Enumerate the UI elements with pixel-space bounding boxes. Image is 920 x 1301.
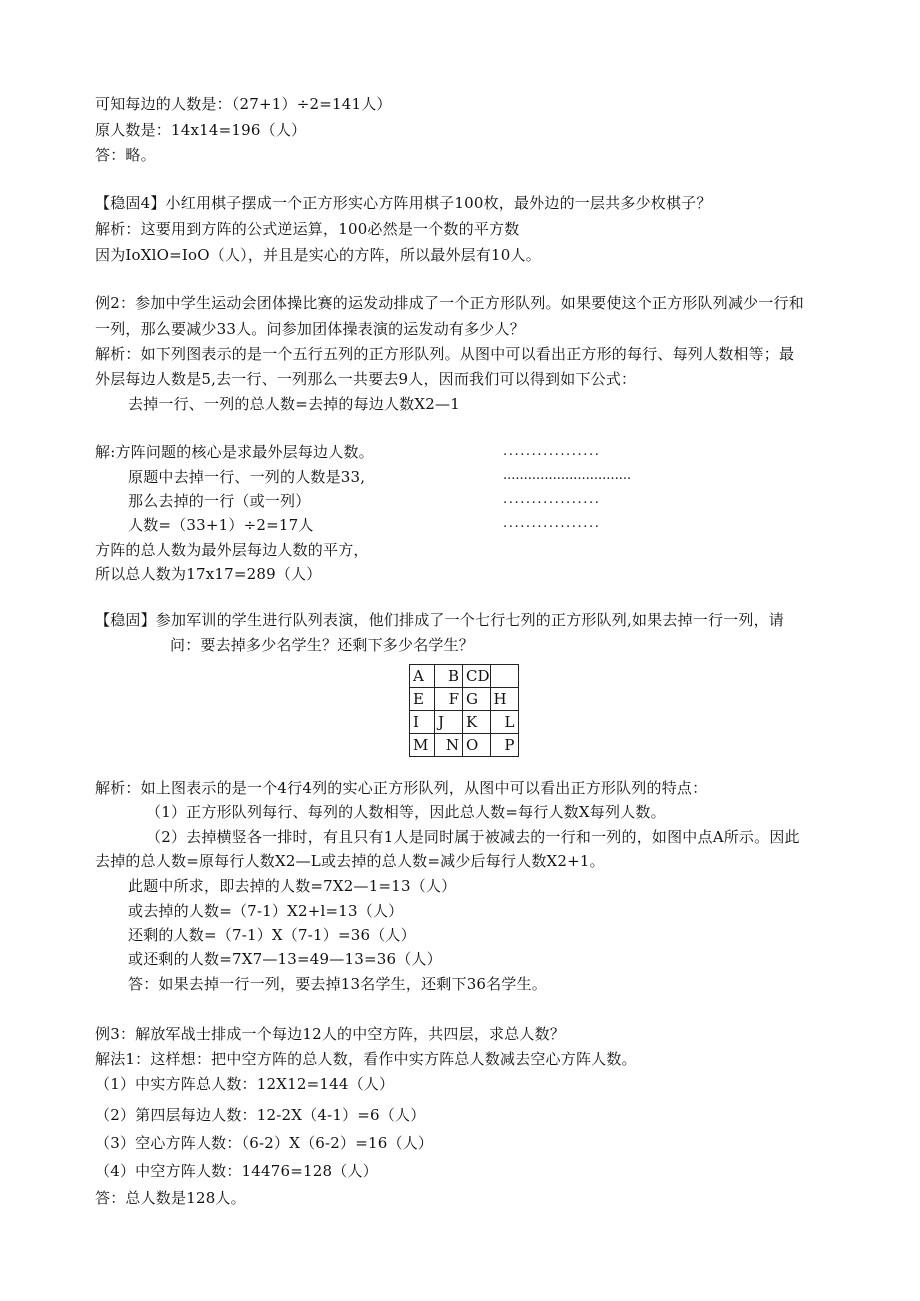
dot-row: ................. — [503, 492, 601, 507]
text-line: （2）去掉横竖各一排时，有且只有1人是同时属于被减去的一行和一列的，如图中点A所示。因此 — [146, 828, 800, 846]
grid-cell: J — [435, 711, 463, 734]
text-line: 解析：如上图表示的是一个4行4列的实心正方形队列，从图中可以看出正方形队列的特点： — [95, 779, 708, 797]
dot-row: ................. — [503, 444, 601, 459]
text-line: 或还剩的人数=7X7—13=49—13=36（人） — [128, 950, 442, 968]
text-line: 解析：如下列图表示的是一个五行五列的正方形队列。从图中可以看出正方形的每行、每列人数相等；最 — [95, 345, 795, 363]
text-line: 一列，那么要减少33人。问参加团体操表演的运发动有多少人？ — [95, 320, 525, 338]
grid-cell: A — [410, 665, 435, 688]
text-line: 答：总人数是128人。 — [95, 1189, 246, 1207]
text-line: 所以总人数为17x17=289（人） — [95, 565, 322, 583]
text-line: （1）中实方阵总人数：12X12=144（人） — [95, 1075, 395, 1093]
grid-row — [410, 711, 519, 734]
text-line: 因为IoXlO=IoO（人），并且是实心的方阵，所以最外层有10人。 — [95, 246, 541, 264]
dot-row: ................. — [503, 516, 601, 531]
grid-cell: H — [490, 688, 518, 711]
grid-cell — [490, 665, 518, 688]
grid-cell: M — [410, 734, 435, 757]
text-line: 解法1：这样想：把中空方阵的总人数，看作中实方阵总人数减去空心方阵人数。 — [95, 1050, 637, 1068]
text-line: 答：略。 — [95, 146, 156, 164]
text-line: （2）第四层每边人数：12-2X（4-1）=6（人） — [95, 1106, 426, 1124]
text-line: 例2：参加中学生运动会团体操比赛的运发动排成了一个正方形队列。如果要使这个正方形队列减少一行和 — [95, 294, 804, 312]
text-line: 外层每边人数是5,去一行、一列那么一共要去9人，因而我们可以得到如下公式： — [95, 370, 637, 388]
grid-cell: G — [463, 688, 491, 711]
grid-cell: B — [435, 665, 463, 688]
text-line: （3）空心方阵人数：（6-2）X（6-2）=16（人） — [95, 1134, 434, 1152]
grid-cell: N — [435, 734, 463, 757]
grid-row — [410, 665, 519, 688]
text-line: 或去掉的人数=（7-1）X2+l=13（人） — [128, 902, 404, 920]
text-line: 解:方阵问题的核心是求最外层每边人数。 — [95, 443, 374, 461]
text-line: 原人数是：14x14=196（人） — [95, 121, 307, 139]
grid-cell: F — [435, 688, 463, 711]
text-line: 那么去掉的一行（或一列） — [128, 492, 311, 510]
text-line: 去掉的总人数=原每行人数X2—L或去掉的总人数=减少后每行人数X2+1。 — [95, 852, 605, 870]
dot-row: ............................... — [503, 468, 632, 483]
text-line: 解析：这要用到方阵的公式逆运算，100必然是一个数的平方数 — [95, 220, 520, 238]
grid-cell: K — [463, 711, 491, 734]
text-line: 方阵的总人数为最外层每边人数的平方， — [95, 541, 369, 559]
grid-cell: P — [490, 734, 518, 757]
text-line: 此题中所求，即去掉的人数=7X2—1=13（人） — [128, 877, 457, 895]
text-line: 【稳固4】小红用棋子摆成一个正方形实心方阵用棋子100枚，最外边的一层共多少枚棋子？ — [95, 194, 712, 212]
text-line: 人数=（33+1）÷2=17人 — [128, 516, 314, 534]
grid-cell: L — [490, 711, 518, 734]
formula-line: 去掉一行、一列的总人数=去掉的每边人数X2—1 — [128, 395, 460, 413]
grid-cell: E — [410, 688, 435, 711]
text-line: 原题中去掉一行、一列的人数是33, — [128, 468, 366, 486]
text-line: 【稳固】参加军训的学生进行队列表演，他们排成了一个七行七列的正方形队列,如果去掉一行一列，请 — [95, 611, 784, 629]
text-line: 答：如果去掉一行一列，要去掉13名学生，还剩下36名学生。 — [128, 975, 547, 993]
text-line: 问：要去掉多少名学生？还剩下多少名学生？ — [170, 636, 475, 654]
grid-row — [410, 734, 519, 757]
text-line: （4）中空方阵人数：14476=128（人） — [95, 1162, 378, 1180]
text-line: 还剩的人数=（7-1）X（7-1）=36（人） — [128, 926, 416, 944]
text-line: 例3：解放军战士排成一个每边12人的中空方阵，共四层，求总人数？ — [95, 1025, 566, 1043]
grid-row — [410, 688, 519, 711]
text-line: 可知每边的人数是：（27+1）÷2=141人） — [95, 95, 392, 113]
grid-cell: O — [463, 734, 491, 757]
text-line: （1）正方形队列每行、每列的人数相等，因此总人数=每行人数X每列人数。 — [146, 803, 666, 821]
letter-grid — [409, 664, 519, 757]
grid-cell: I — [410, 711, 435, 734]
grid-cell: CD — [463, 665, 491, 688]
